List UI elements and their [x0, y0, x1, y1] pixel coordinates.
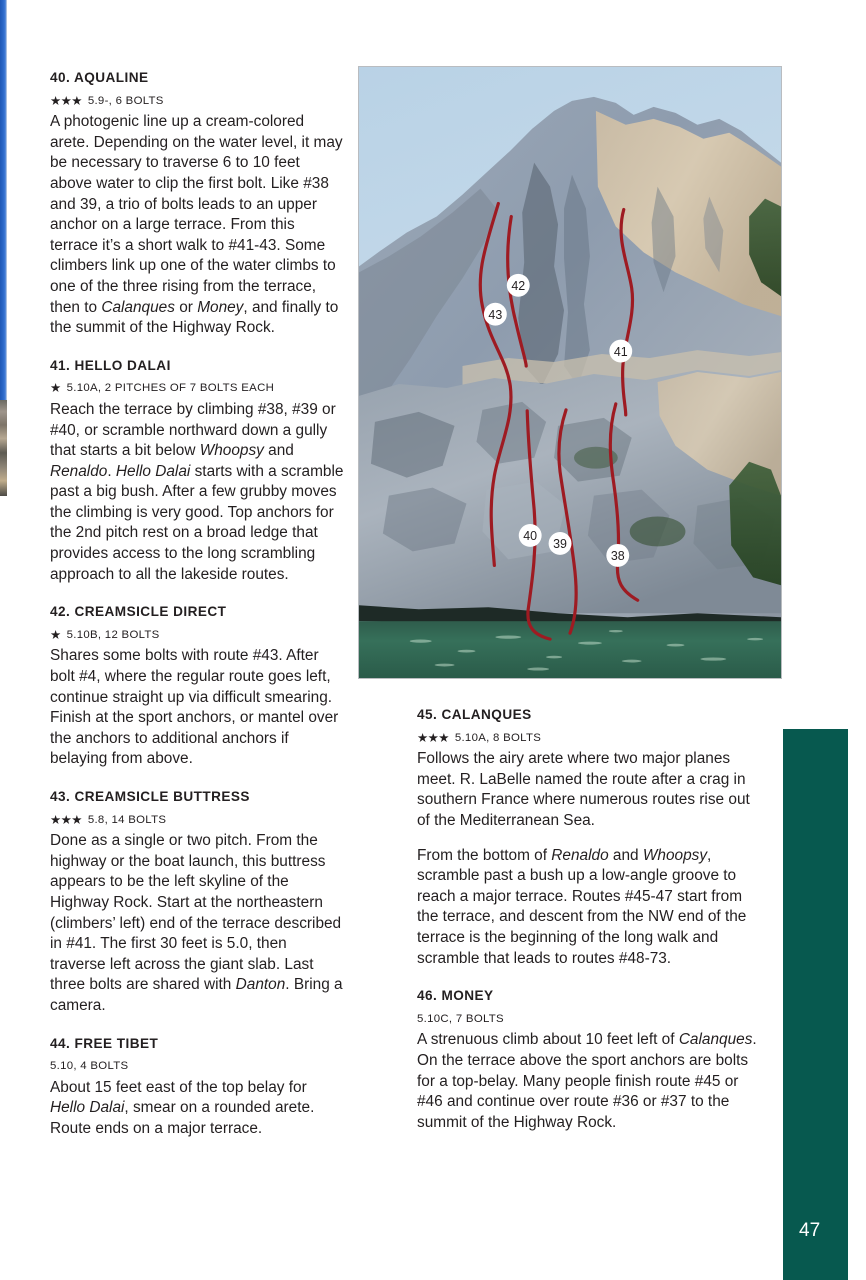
route-grade: 5.10B, 12 BOLTS	[66, 628, 160, 641]
route-rating-line	[417, 728, 758, 749]
svg-text:38: 38	[610, 549, 625, 564]
svg-text:39: 39	[553, 537, 567, 552]
route-rating-line	[50, 91, 346, 112]
svg-text:42: 42	[511, 279, 526, 294]
route-description	[417, 749, 758, 969]
route-description	[50, 831, 346, 1016]
page-number: 47	[799, 1220, 821, 1241]
route-entry	[50, 787, 346, 1017]
route-grade: 5.10, 4 BOLTS	[50, 1060, 129, 1073]
route-grade: 5.9-, 6 BOLTS	[87, 94, 164, 107]
route-entry	[50, 602, 346, 770]
topo-photograph	[358, 66, 782, 679]
route-title: 41. HELLO DALAI	[50, 357, 171, 373]
route-description	[50, 400, 346, 585]
route-description	[417, 1030, 758, 1133]
route-paragraph: A photogenic line up a cream-colored arete. Depending on the water level, it may be necessary to traverse 6 to 10 feet above water to clip the first bolt. Like #38 and 39, a trio of bolts leads to an upper anchor on a large terrace. From this terrace it’s a short walk to #41-43. Some climbers link up one of the water climbs to one of the three rising from the terrace, then to Calanques or Money, and finally to the summit of the Highway Rock.	[50, 113, 343, 337]
route-paragraph: Shares some bolts with route #43. After bolt #4, where the regular route goes left, continue straight up via difficult smearing. Finish at the sport anchors, or mantel over the anchors to additional anchors if belaying from above.	[50, 647, 339, 768]
star-rating: ★	[50, 627, 61, 642]
route-paragraph: Done as a single or two pitch. From the highway or the boat launch, this buttress appears to be the left skyline of the Highway Rock. Start at the northeastern (climbers’ left) end of the terrace described in #41. The first 30 feet is 5.0, then traverse left across the giant slab. Last three bolts are shared with Danton. Bring a camera.	[50, 832, 343, 1014]
route-grade: 5.10A, 8 BOLTS	[454, 731, 542, 744]
route-paragraph: About 15 feet east of the top belay for Hello Dalai, smear on a rounded arete. Route ends on a major terrace.	[50, 1078, 315, 1137]
svg-text:41: 41	[613, 344, 628, 359]
topo-photo-artwork	[359, 67, 781, 678]
left-text-column	[50, 68, 346, 1140]
route-entry	[417, 705, 758, 969]
route-rating-line	[417, 1009, 758, 1030]
star-rating: ★	[50, 381, 61, 396]
route-entry	[417, 986, 758, 1133]
adjacent-page-blue-edge	[0, 0, 7, 400]
route-description	[50, 646, 346, 770]
route-grade: 5.10A, 2 PITCHES OF 7 BOLTS EACH	[66, 382, 275, 395]
route-title: 44. FREE TIBET	[50, 1035, 159, 1051]
route-title: 45. CALANQUES	[417, 707, 532, 722]
route-grade: 5.10C, 7 BOLTS	[417, 1012, 504, 1025]
star-rating: ★★★	[50, 812, 82, 827]
route-title: 46. MONEY	[417, 988, 494, 1004]
svg-text:40: 40	[523, 529, 538, 544]
route-paragraph: From the bottom of Renaldo and Whoopsy, scramble past a bush up a low-angle groove to reach a major terrace. Routes #45-47 start from the terrace, and descent from the NW end of the terrace is the beginning of the long walk and scramble that leads to routes #48-73.	[417, 846, 747, 967]
route-entry	[50, 356, 346, 586]
route-title: 42. CREAMSICLE DIRECT	[50, 604, 227, 620]
adjacent-page-photo-edge	[0, 400, 7, 496]
star-rating: ★★★	[50, 93, 82, 108]
right-text-column	[417, 705, 758, 1133]
route-description	[50, 1078, 346, 1140]
route-entry	[50, 1034, 346, 1140]
route-rating-line	[50, 1056, 346, 1077]
route-rating-line	[50, 378, 346, 399]
route-rating-line	[50, 625, 346, 646]
route-paragraph: A strenuous climb about 10 feet left of Calanques. On the terrace above the sport anchors are bolts for a top-belay. Many people finish route #45 or #46 and continue over route #36 or #37 to the summit of the Highway Rock.	[417, 1031, 757, 1131]
section-thumb-tab	[783, 729, 866, 1280]
route-paragraph: Reach the terrace by climbing #38, #39 or #40, or scramble northward down a gully that starts a bit below Whoopsy and Renaldo. Hello Dalai starts with a scramble past a big bush. After a few grubby moves the climbing is very good. Top anchors for the 2nd pitch rest on a broad ledge that provides access to the long scrambling approach to all the lakeside routes.	[50, 400, 344, 583]
route-entry	[50, 68, 346, 339]
route-description	[50, 112, 346, 339]
route-rating-line	[50, 810, 346, 831]
route-title: 43. CREAMSICLE BUTTRESS	[50, 789, 250, 804]
route-paragraph: Follows the airy arete where two major planes meet. R. LaBelle named the route after a crag in southern France where numerous routes rise out of the Mediterranean Sea.	[417, 750, 750, 829]
route-title: 40. AQUALINE	[50, 70, 149, 85]
section-tab-label: HIGHWAY ROCK	[848, 1065, 866, 1208]
svg-text:43: 43	[488, 307, 503, 322]
star-rating: ★★★	[417, 730, 449, 745]
route-grade: 5.8, 14 BOLTS	[87, 813, 167, 826]
